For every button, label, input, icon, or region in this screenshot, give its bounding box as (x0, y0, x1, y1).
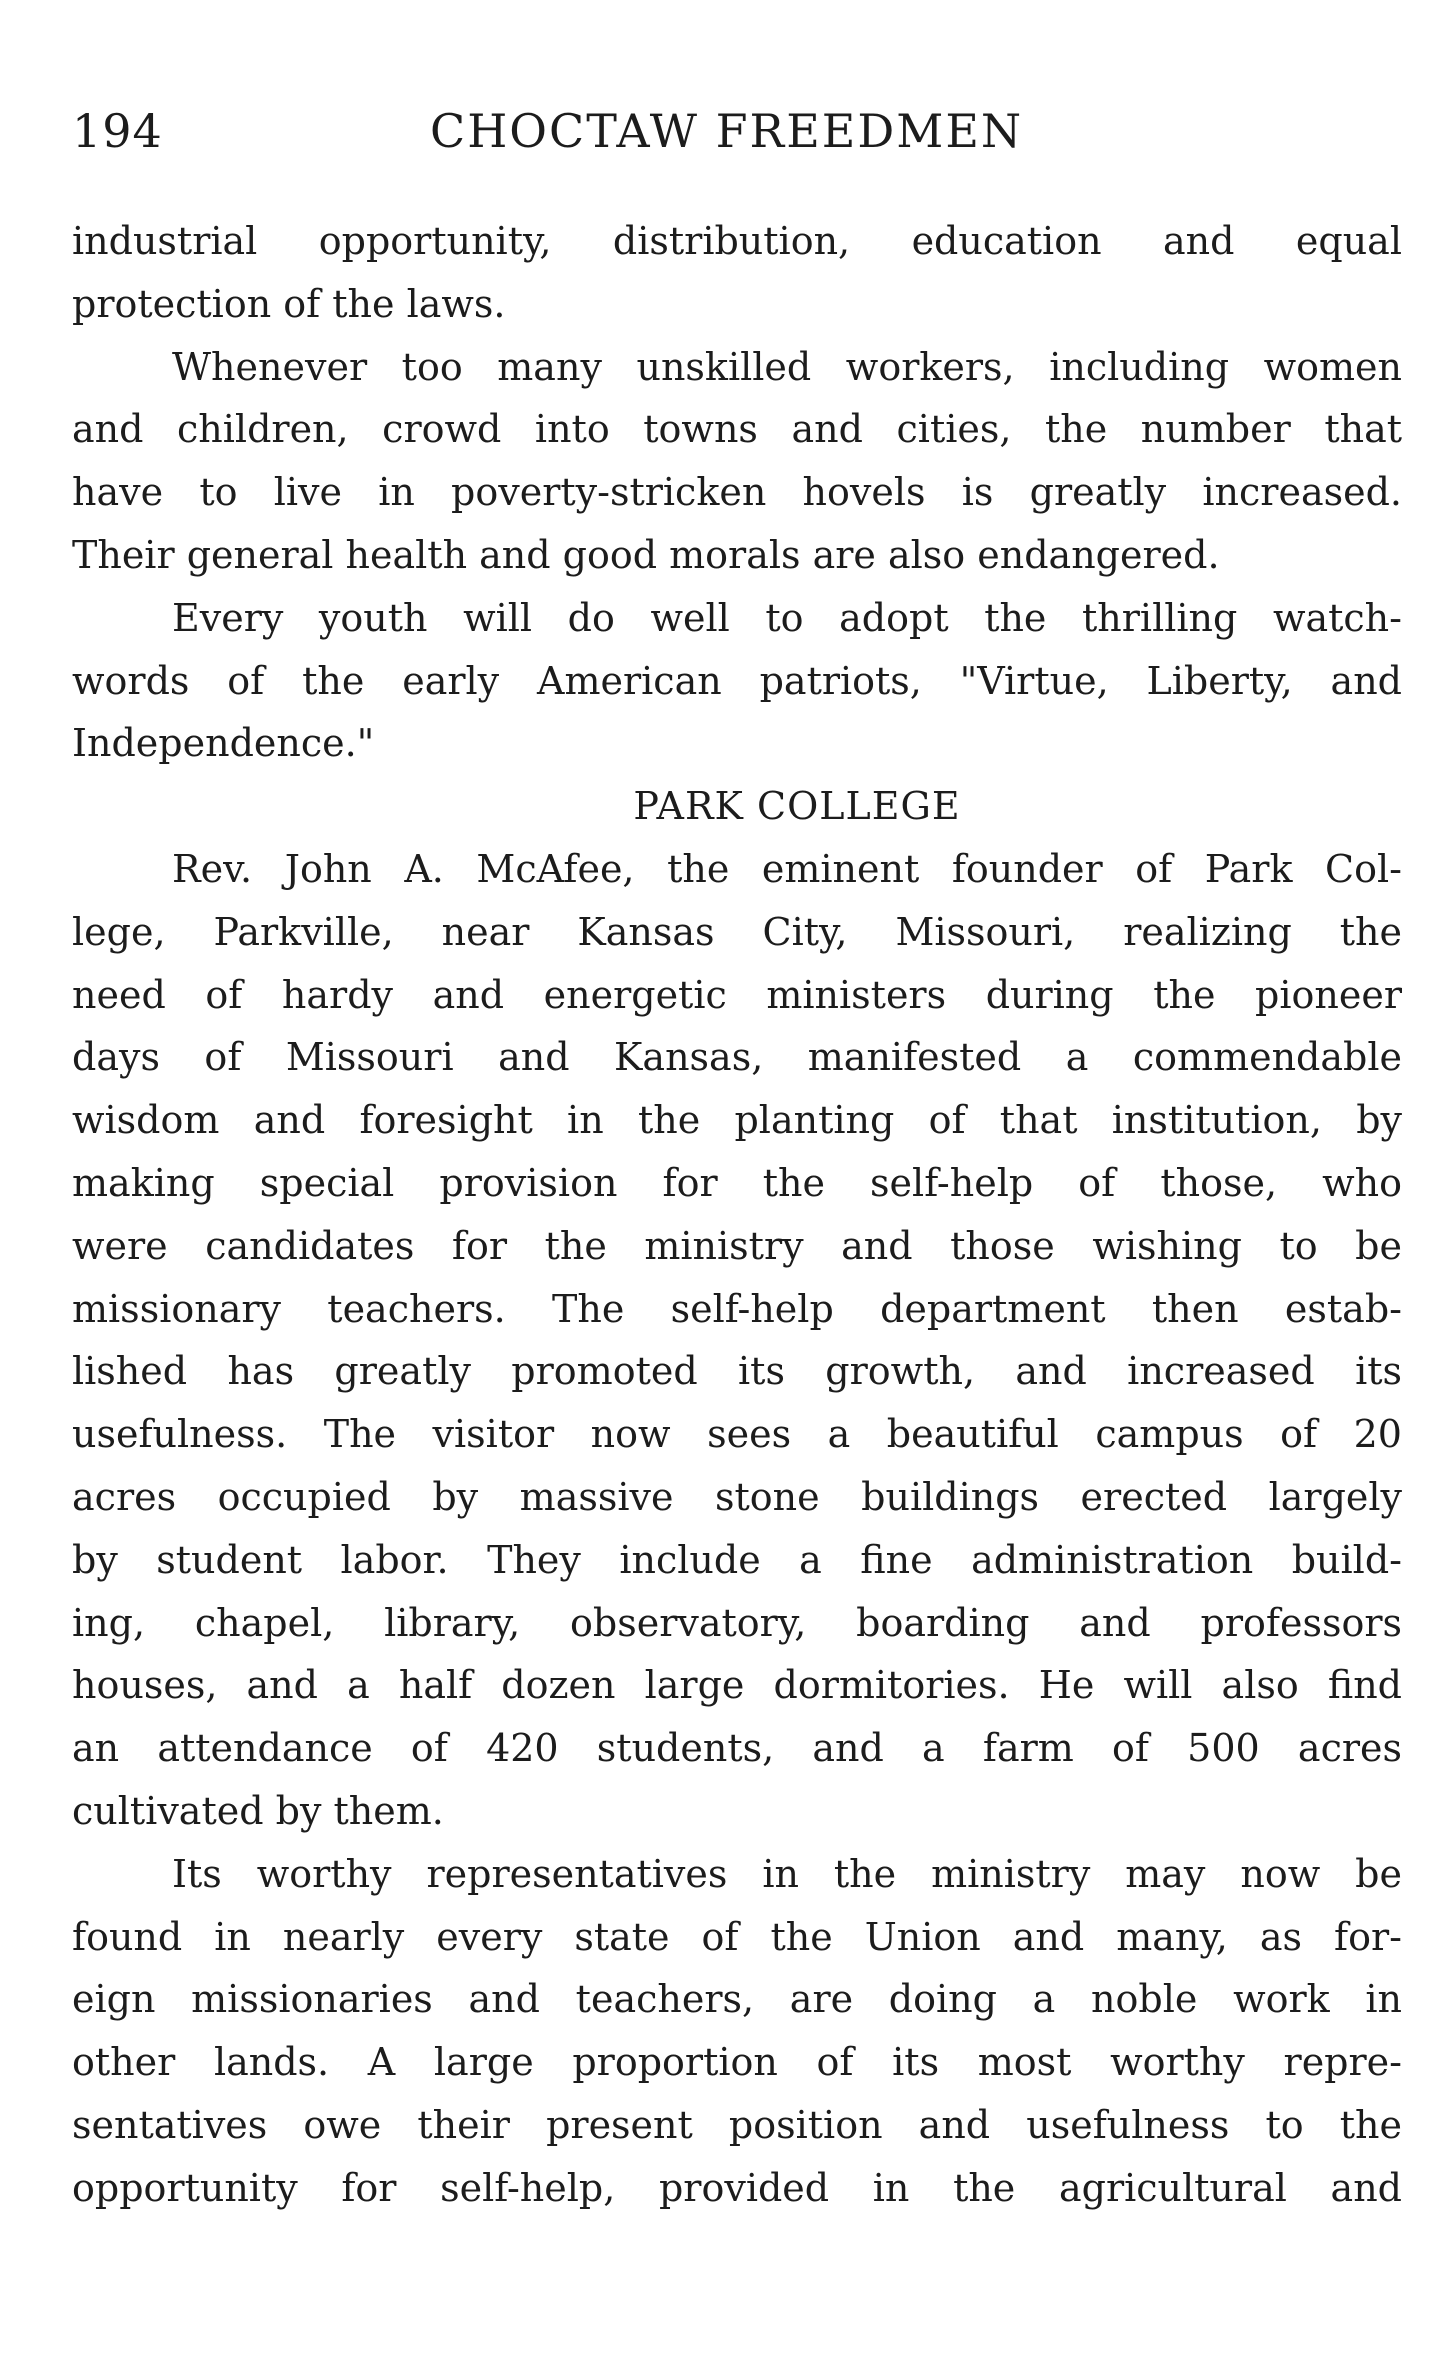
text-line: sentatives owe their present position and usefulness to the (72, 2102, 1402, 2147)
text-line: Rev. John A. McAfee, the eminent founder of Park Col- (172, 846, 1402, 891)
text-line: making special provision for the self-help of those, who (72, 1160, 1402, 1205)
text-line: eign missionaries and teachers, are doing a noble work in (72, 1977, 1402, 2022)
text-line: wisdom and foresight in the planting of that institution, by (72, 1098, 1402, 1143)
text-line: houses, and a half dozen large dormitories. He will also find (72, 1663, 1402, 1708)
text-line: other lands. A large proportion of its most worthy repre- (72, 2040, 1402, 2085)
text-line: days of Missouri and Kansas, manifested a commendable (72, 1035, 1402, 1080)
text-line: found in nearly every state of the Union and many, as for- (72, 1914, 1402, 1959)
text-line: have to live in poverty-stricken hovels is greatly increased. (72, 470, 1402, 515)
text-line: missionary teachers. The self-help department then estab- (72, 1286, 1402, 1331)
text-line: Its worthy representatives in the ministry may now be (172, 1851, 1402, 1896)
text-line: an attendance of 420 students, and a farm of 500 acres (72, 1726, 1402, 1771)
text-line: need of hardy and energetic ministers during the pioneer (72, 972, 1402, 1017)
text-line: lished has greatly promoted its growth, and increased its (72, 1349, 1402, 1394)
text-line: acres occupied by massive stone buildings erected largely (72, 1474, 1402, 1519)
text-line: by student labor. They include a fine administration build- (72, 1537, 1402, 1582)
text-line: words of the early American patriots, "Virtue, Liberty, and (72, 658, 1402, 703)
text-line: Independence." (72, 721, 375, 766)
body-text (72, 210, 1402, 2220)
text-line: ing, chapel, library, observatory, boarding and professors (72, 1600, 1402, 1645)
text-line: Their general health and good morals are also endangered. (72, 532, 1220, 577)
text-line: usefulness. The visitor now sees a beautiful campus of 20 (72, 1412, 1402, 1457)
text-line: industrial opportunity, distribution, education and equal (72, 219, 1402, 263)
text-line: opportunity for self-help, provided in the agricultural and (72, 2165, 1402, 2210)
text-line: were candidates for the ministry and those wishing to be (72, 1223, 1402, 1268)
text-line: Every youth will do well to adopt the thrilling watch- (172, 595, 1402, 640)
text-line: and children, crowd into towns and cities, the number that (72, 407, 1402, 452)
section-heading: PARK COLLEGE (633, 784, 961, 829)
text-line: cultivated by them. (72, 1788, 444, 1833)
page-header (72, 104, 1392, 164)
text-line: Whenever too many unskilled workers, including women (172, 344, 1402, 389)
text-line: protection of the laws. (72, 281, 506, 326)
running-title: CHOCTAW FREEDMEN (430, 104, 1024, 158)
text-line: lege, Parkville, near Kansas City, Missouri, realizing the (72, 909, 1402, 954)
page-number: 194 (72, 104, 163, 158)
